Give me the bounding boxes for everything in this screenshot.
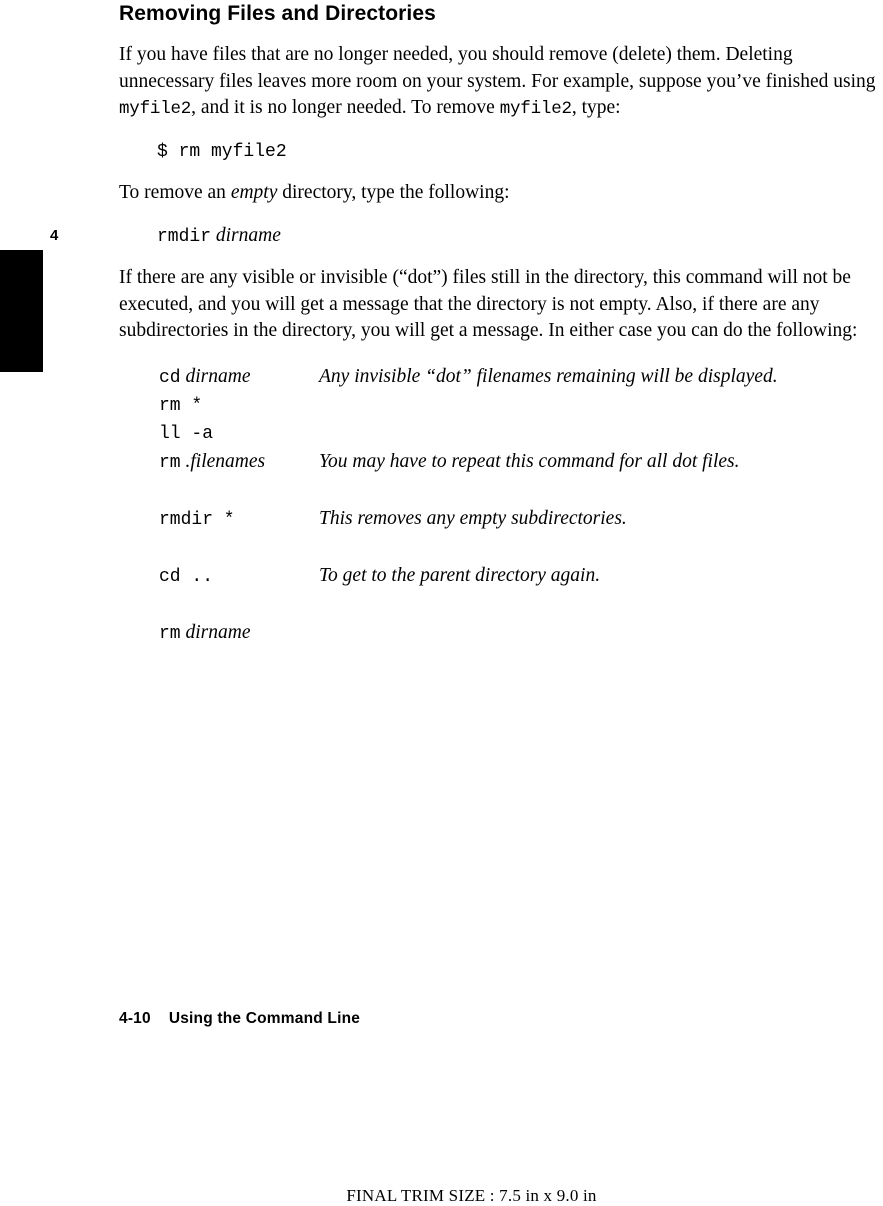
page-title: Removing Files and Directories bbox=[119, 2, 436, 25]
intro-paragraph bbox=[119, 42, 879, 123]
command-cell bbox=[159, 505, 319, 534]
command-argument bbox=[181, 622, 251, 643]
footer-page-number: 4-10 bbox=[119, 1010, 151, 1027]
command-cell bbox=[159, 392, 319, 420]
table-spacer-row bbox=[159, 591, 778, 619]
command-argument-text: dirname bbox=[185, 365, 251, 387]
trim-size-text: FINAL TRIM SIZE : 7.5 in x 9.0 in bbox=[346, 1186, 597, 1205]
command-description: You may have to repeat this command for all dot files. bbox=[319, 450, 740, 472]
command-cell bbox=[159, 420, 319, 448]
table-row bbox=[159, 562, 778, 591]
page-content bbox=[119, 0, 883, 648]
chapter-thumb-tab bbox=[0, 250, 43, 372]
command-text: cd bbox=[159, 367, 181, 388]
remove-empty-text-part-1: To remove an bbox=[119, 181, 231, 203]
table-row bbox=[159, 448, 778, 477]
page-footer bbox=[119, 1010, 360, 1028]
command-description bbox=[319, 420, 778, 448]
command-description-table bbox=[159, 363, 778, 648]
trim-size-note bbox=[0, 1186, 883, 1206]
intro-text-part-2: , and it is no longer needed. To remove bbox=[191, 97, 500, 118]
spacer-cell bbox=[159, 534, 319, 562]
command-cell bbox=[159, 448, 319, 477]
command-argument-text: dirname bbox=[185, 621, 251, 643]
command-description: Any invisible “dot” filenames remaining will be displayed. bbox=[319, 365, 778, 387]
rmdir-argument-text: dirname bbox=[215, 225, 281, 246]
table-row bbox=[159, 505, 778, 534]
command-cell bbox=[159, 562, 319, 591]
intro-text-part-3: , type: bbox=[571, 97, 621, 118]
table-row bbox=[159, 619, 778, 648]
dot-files-paragraph: If there are any visible or invisible (“dot”) files still in the directory, this command will not be executed, and you will get a message that the directory is not empty. Also, if there are any subdirectories in the directory, you will get a message. In either case you can do the following: bbox=[119, 267, 858, 341]
table-row bbox=[159, 392, 778, 420]
spacer-cell bbox=[159, 477, 319, 505]
table-row bbox=[159, 363, 778, 392]
spacer-cell bbox=[159, 591, 319, 619]
command-argument bbox=[181, 366, 251, 387]
emphasis-empty: empty bbox=[230, 181, 278, 203]
command-cell bbox=[159, 619, 319, 648]
command-text: ll -a bbox=[159, 423, 214, 444]
table-spacer-row bbox=[159, 477, 778, 505]
spacer-cell bbox=[319, 477, 778, 505]
command-text: rm bbox=[159, 452, 181, 473]
table-row bbox=[159, 420, 778, 448]
command-text: cd .. bbox=[159, 566, 214, 587]
chapter-number: 4 bbox=[50, 227, 59, 244]
table-spacer-row bbox=[159, 534, 778, 562]
code-block-rmdir-dirname bbox=[157, 222, 883, 251]
code-block-rm-myfile2: $ rm myfile2 bbox=[157, 141, 287, 162]
spacer-cell bbox=[319, 534, 778, 562]
inline-code-myfile2-first: myfile2 bbox=[119, 99, 192, 119]
inline-code-myfile2-second: myfile2 bbox=[499, 99, 572, 119]
command-text: rmdir * bbox=[159, 509, 235, 530]
command-description bbox=[319, 392, 778, 420]
rmdir-argument bbox=[211, 225, 281, 246]
rmdir-command: rmdir bbox=[157, 227, 212, 247]
intro-text-part-1: If you have files that are no longer needed, you should remove (delete) them. Deleting unnecessary files leaves more room on your system. For example, suppose you’ve finished using bbox=[119, 44, 876, 92]
command-argument-text: .filenames bbox=[185, 450, 266, 472]
command-text: rm bbox=[159, 623, 181, 644]
command-cell bbox=[159, 363, 319, 392]
footer-chapter-title: Using the Command Line bbox=[168, 1010, 361, 1027]
remove-empty-dir-paragraph bbox=[119, 180, 879, 207]
command-argument bbox=[181, 451, 265, 472]
command-text: rm * bbox=[159, 395, 203, 416]
command-description: This removes any empty subdirectories. bbox=[319, 507, 627, 529]
remove-empty-text-part-2: directory, type the following: bbox=[277, 181, 510, 203]
spacer-cell bbox=[319, 591, 778, 619]
command-description: To get to the parent directory again. bbox=[319, 564, 601, 586]
command-description bbox=[319, 619, 778, 648]
